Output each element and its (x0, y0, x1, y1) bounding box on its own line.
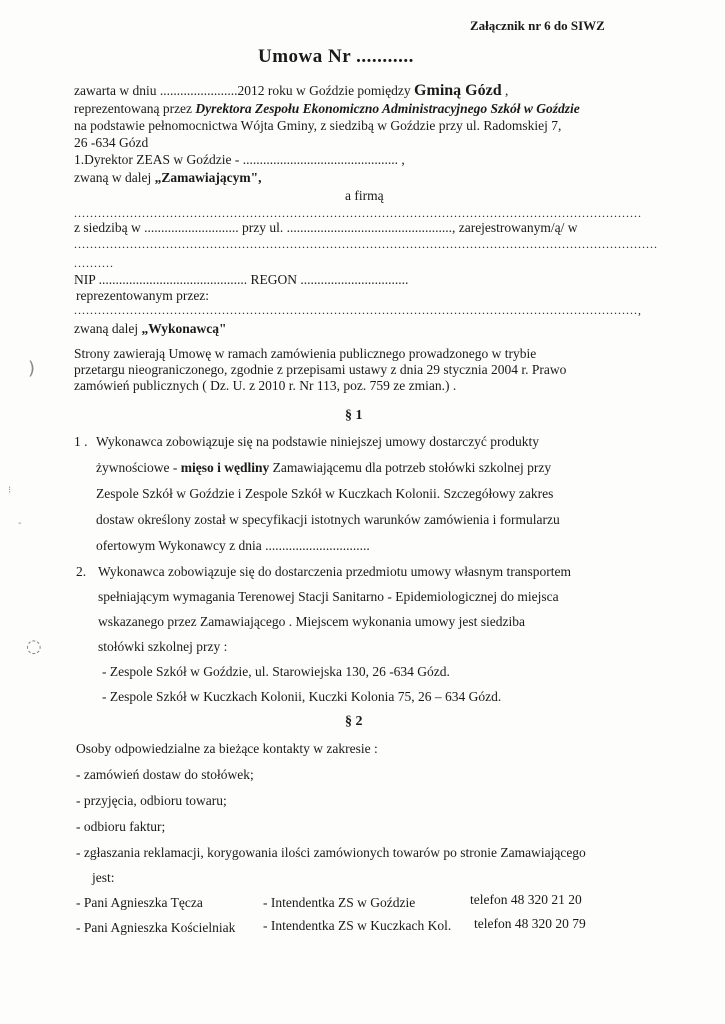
scan-mark: ‐ (18, 518, 22, 529)
parties-line: Strony zawierają Umowę w ramach zamówienia publicznego prowadzonego w trybie (74, 346, 537, 361)
nip-regon-line: NIP ............................................ REGON ................................ (74, 272, 409, 287)
section-2-heading: § 2 (345, 714, 363, 729)
intro-line-2 (74, 101, 580, 117)
document-title: Umowa Nr ........... (258, 46, 414, 67)
contact-phone: telefon 48 320 20 79 (474, 916, 586, 931)
clause-text: Zamawiającemu dla potrzeb stołówki szkolnej przy (269, 460, 552, 475)
contractor-seat-line: z siedzibą w ............................ przy ul. ................................................., zarejestrowanym/ą/ w (74, 220, 578, 235)
intro-text: zawarta w dniu .......................2012 roku w Goździe pomiędzy (74, 83, 415, 98)
address-bullet: - Zespole Szkół w Kuczkach Kolonii, Kuczki Kolonia 75, 26 – 634 Gózd. (102, 689, 502, 704)
contact-role: - Intendentka ZS w Goździe (263, 895, 416, 910)
intro-line-5: 1.Dyrektor ZEAS w Goździe - .............................................. , (74, 152, 405, 167)
contractor-text: zwaną dalej (74, 321, 142, 336)
represented-by-label: reprezentowanym przez: (76, 288, 210, 303)
intro-text: , (501, 83, 509, 98)
clause-2-line: Wykonawca zobowiązuje się do dostarczenia przedmiotu umowy własnym transportem (98, 564, 572, 579)
clause-2-line: stołówki szkolnej przy : (98, 639, 228, 654)
intro-line-1 (74, 83, 508, 99)
contact-role: - Intendentka ZS w Kuczkach Kol. (263, 918, 452, 933)
contractor-register-field: .................................................................................................................................................. (74, 237, 658, 251)
address-bullet: - Zespole Szkół w Goździe, ul. Starowiejska 130, 26 -634 Gózd. (102, 664, 450, 679)
intro-text: zwaną w dalej (74, 170, 155, 185)
contractor-called-line (74, 321, 226, 337)
clause-2-line: wskazanego przez Zamawiającego . Miejscem wykonania umowy jest siedziba (98, 614, 525, 629)
responsibility-item: - odbioru faktur; (76, 819, 166, 834)
intro-line-6 (74, 170, 261, 186)
responsibility-item: - przyjęcia, odbioru towaru; (76, 793, 227, 808)
clause-1-line: ofertowym Wykonawcy z dnia ............................... (96, 538, 370, 553)
intro-line-4: 26 -634 Gózd (74, 135, 149, 150)
clause-1-line: dostaw określony został w specyfikacji istotnych warunków zamówienia i formularzu (96, 512, 560, 527)
contact-name: - Pani Agnieszka Tęcza (76, 895, 203, 910)
contractor-register-field-cont: .......... (74, 256, 114, 270)
responsibility-item: - zgłaszania reklamacji, korygowania ilości zamówionych towarów po stronie Zamawiającego (76, 845, 586, 860)
director-title: Dyrektora Zespołu Ekonomiczno Administracyjnego Szkół w Goździe (195, 101, 580, 116)
parties-line: przetargu nieograniczonego, zgodnie z przepisami ustawy z dnia 29 stycznia 2004 r. Prawo (74, 362, 567, 377)
product-name: mięso i wędliny (180, 460, 270, 475)
scan-mark: ⁝ (8, 485, 12, 496)
clause-2-number: 2. (76, 564, 87, 579)
municipality-name: Gminą Gózd (414, 82, 502, 99)
intro-text: reprezentowaną przez (74, 101, 196, 116)
clause-1-number: 1 . (74, 434, 88, 449)
clause-2-line: spełniającym wymagania Terenowej Stacji Sanitarno - Epidemiologicznej do miejsca (98, 589, 559, 604)
contractor-term: „Wykonawcą" (141, 321, 227, 336)
contact-phone: telefon 48 320 21 20 (470, 892, 582, 907)
attachment-label: Załącznik nr 6 do SIWZ (470, 18, 605, 33)
clause-1-line (96, 460, 551, 476)
responsibility-intro: Osoby odpowiedzialne za bieżące kontakty w zakresie : (76, 741, 378, 756)
responsibility-item: - zamówień dostaw do stołówek; (76, 767, 254, 782)
contact-name: - Pani Agnieszka Kościelniak (76, 920, 236, 935)
clause-1-line: Zespole Szkół w Goździe i Zespole Szkół w Kuczkach Kolonii. Szczegółowy zakres (96, 486, 554, 501)
intro-line-7: a firmą (345, 188, 384, 203)
clause-text: żywnościowe - (96, 460, 181, 475)
ordering-party-term: „Zamawiającym", (154, 170, 262, 185)
section-1-heading: § 1 (345, 408, 363, 423)
contractor-name-field: .............................................................................................................................................. (74, 206, 642, 220)
parties-line: zamówień publicznych ( Dz. U. z 2010 r. Nr 113, poz. 759 ze zmian.) . (74, 378, 457, 393)
punch-hole-mark: ◌ (26, 636, 42, 657)
representative-field: ............................................................................................................................................., (74, 303, 642, 317)
punch-hole-mark: ) (28, 358, 36, 379)
clause-1-line: Wykonawca zobowiązuje się na podstawie niniejszej umowy dostarczyć produkty (96, 434, 540, 449)
responsibility-item: jest: (92, 870, 115, 885)
intro-line-3: na podstawie pełnomocnictwa Wójta Gminy, z siedzibą w Goździe przy ul. Radomskiej 7, (74, 118, 562, 133)
